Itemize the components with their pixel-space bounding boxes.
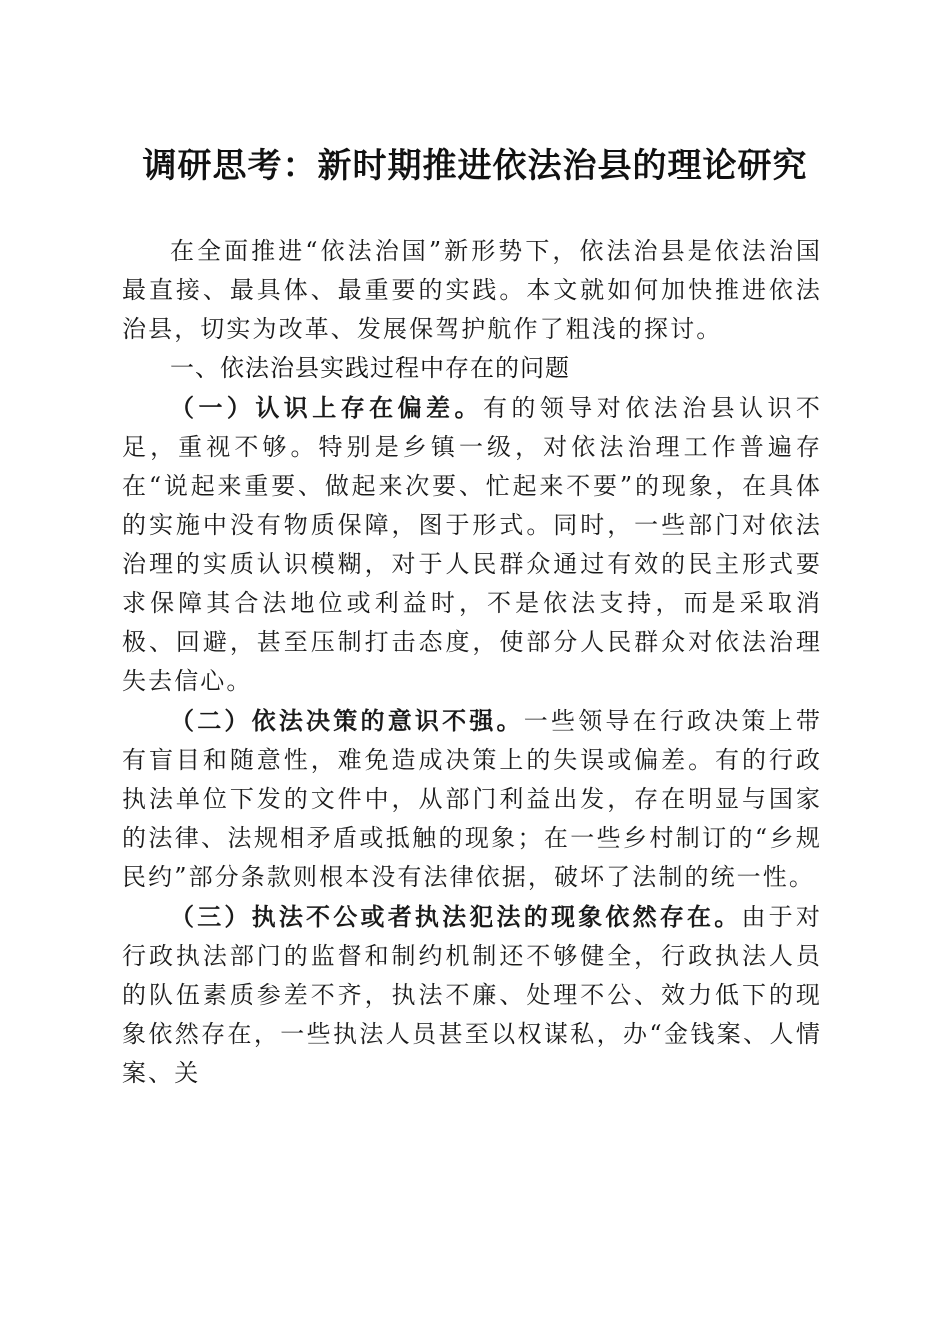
item-text-3: 由于对行政执法部门的监督和制约机制还不够健全，行政执法人员的队伍素质参差不齐，执法不廉、处理不公、效力低下的现象依然存在，一些执法人员甚至以权谋私，办“金钱案、人情案、关 [122,903,822,1087]
document-body [122,232,822,1093]
item-text-1: 有的领导对依法治县认识不足，重视不够。特别是乡镇一级，对依法治理工作普遍存在“说起来重要、做起来次要、忙起来不要”的现象，在具体的实施中没有物质保障，图于形式。同时，一些部门对依法治理的实质认识模糊，对于人民群众通过有效的民主形式要求保障其合法地位或利益时，不是依法支持，而是采取消极、回避，甚至压制打击态度，使部分人民群众对依法治理失去信心。 [122,394,822,695]
item-lead-2: （二）依法决策的意识不强。 [170,706,524,735]
item-paragraph-2 [122,701,822,897]
section-heading: 一、依法治县实践过程中存在的问题 [170,354,570,382]
intro-paragraph: 在全面推进“依法治国”新形势下，依法治县是依法治国最直接、最具体、最重要的实践。本文就如何加快推进依法治县，切实为改革、发展保驾护航作了粗浅的探讨。 [122,237,822,343]
document-title: 调研思考：新时期推进依法治县的理论研究 [142,146,808,186]
item-paragraph-3 [122,897,822,1093]
item-paragraph-1 [122,388,822,701]
item-text-2: 一些领导在行政决策上带有盲目和随意性，难免造成决策上的失误或偏差。有的行政执法单位下发的文件中，从部门利益出发，存在明显与国家的法律、法规相矛盾或抵触的现象；在一些乡村制订的“乡规民约”部分条款则根本没有法律依据，破坏了法制的统一性。 [122,707,822,891]
item-lead-3: （三）执法不公或者执法犯法的现象依然存在。 [170,902,742,931]
item-lead-1: （一）认识上存在偏差。 [170,393,483,422]
